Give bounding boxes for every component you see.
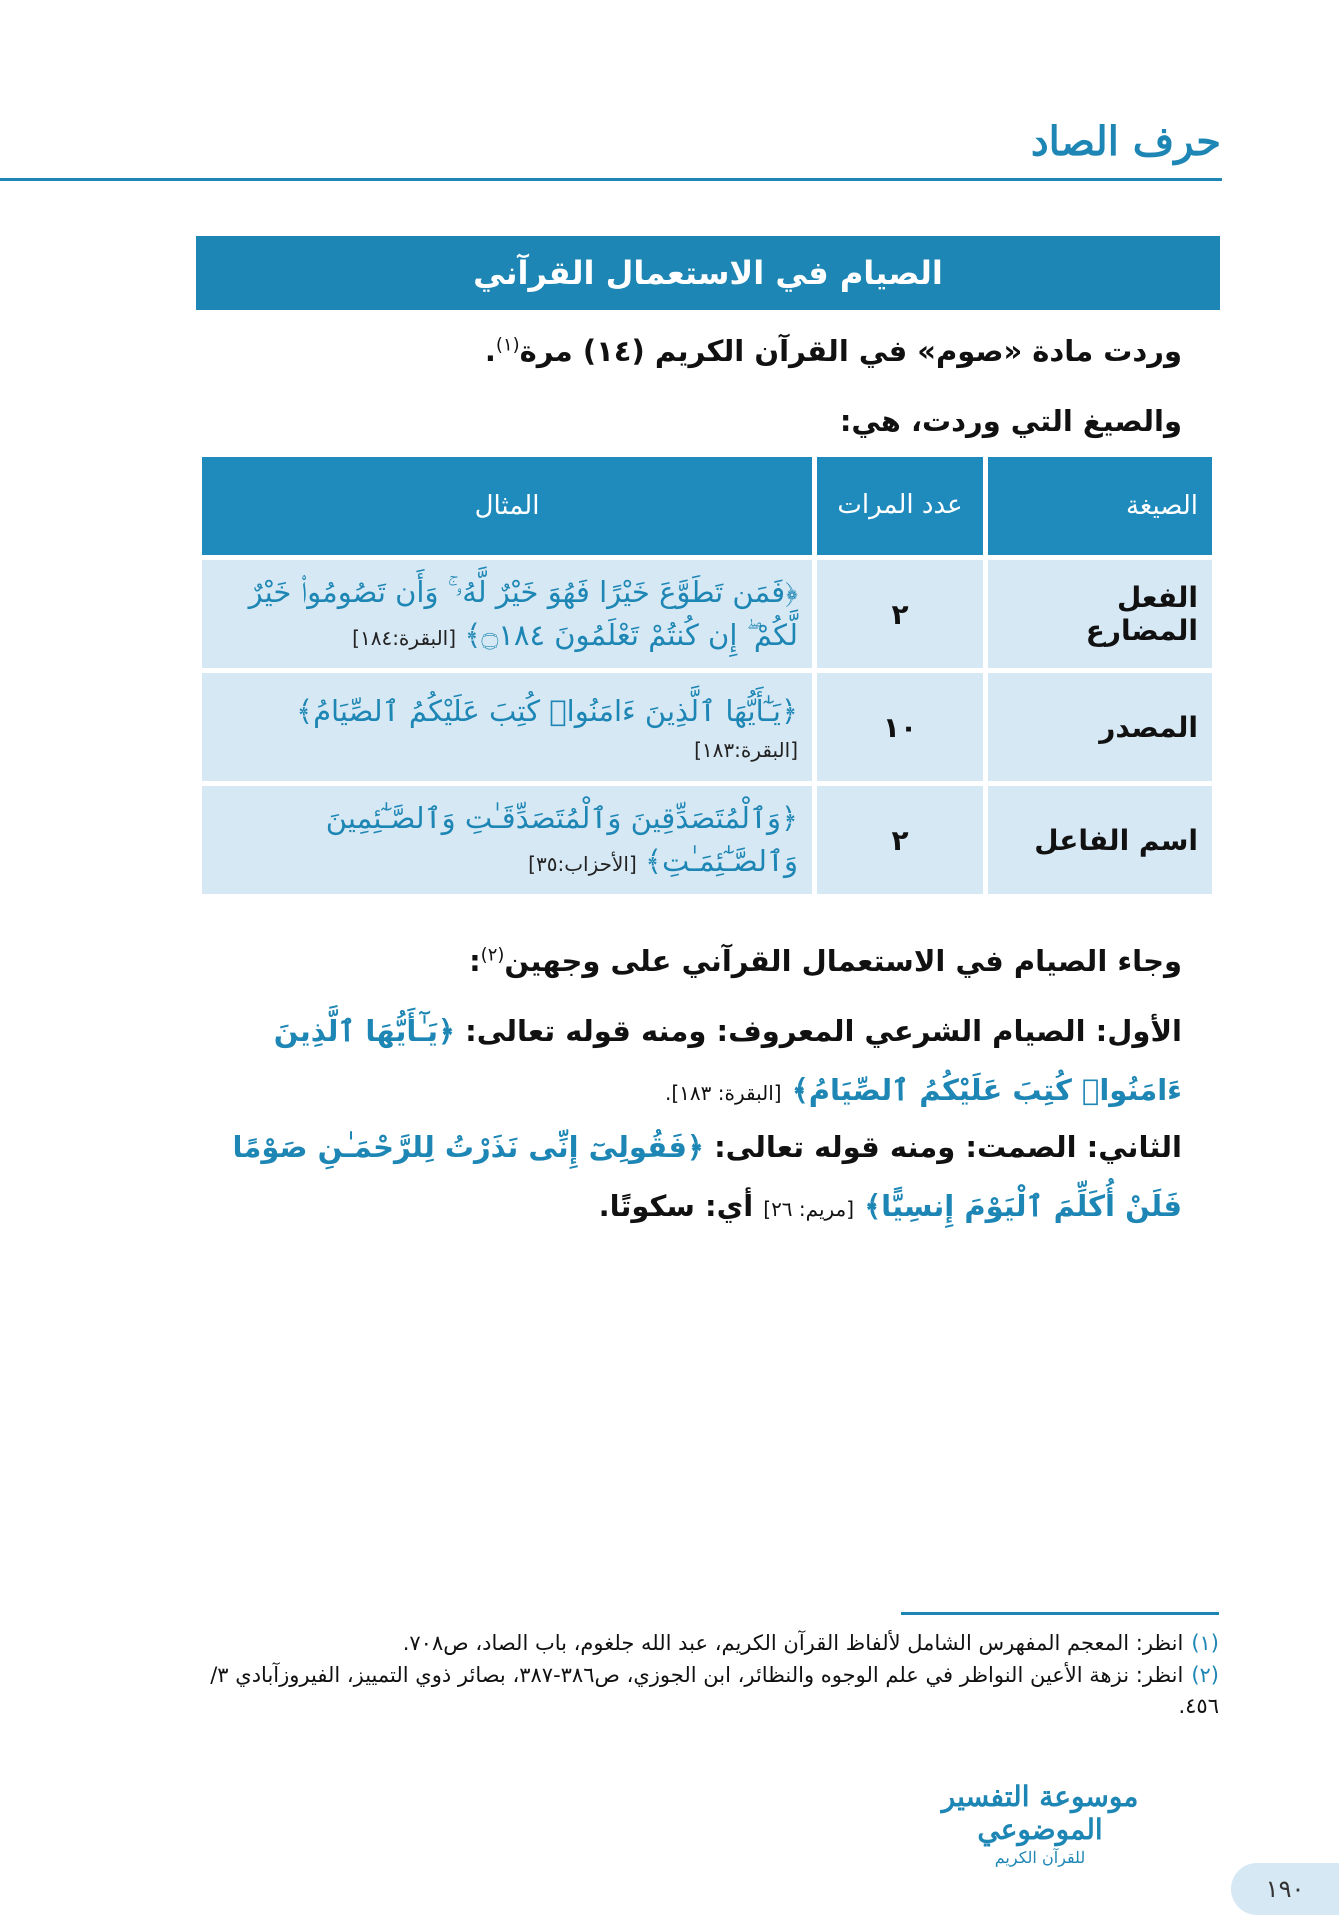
column-header-form: الصيغة <box>988 457 1212 555</box>
logo-title: موسوعة التفسير الموضوعي <box>941 1780 1139 1846</box>
count-cell: ٢ <box>817 786 983 894</box>
page-number: ١٩٠ <box>1231 1863 1339 1915</box>
footnote-ref-1[interactable]: (١) <box>495 334 520 356</box>
footnote-number: (٢) <box>1191 1662 1219 1687</box>
verse-text: ﴿فَمَن تَطَوَّعَ خَيْرًا فَهُوَ خَيْرٌ لَّهُۥ ۚ وَأَن تَصُومُوا۟ خَيْرٌ لَّكُمْ ۖ إِن كُنتُمْ تَعْلَمُونَ ۝١٨٤﴾ <box>248 574 798 652</box>
verse-citation: [الأحزاب:٣٥] <box>528 852 637 876</box>
intro-line-2: والصيغ التي وردت، هي: <box>839 404 1182 438</box>
second-meaning-label: الثاني: الصمت: ومنه قوله تعالى: <box>714 1130 1182 1164</box>
intro-line-1 <box>485 330 1182 374</box>
first-meaning-citation: [البقرة: ١٨٣]. <box>664 1081 782 1106</box>
usage-intro-end: : <box>469 944 481 978</box>
logo-subtitle: للقرآن الكريم <box>994 1848 1086 1867</box>
word-forms-table <box>197 452 1217 899</box>
example-cell <box>202 560 812 668</box>
footnote-divider <box>901 1612 1219 1615</box>
footnote-text: انظر: المعجم المفهرس الشامل لألفاظ القرآن الكريم، عبد الله جلغوم، باب الصاد، ص٧٠٨. <box>402 1631 1184 1655</box>
verse-citation: [البقرة:١٨٤] <box>352 626 457 650</box>
count-cell: ٢ <box>817 560 983 668</box>
verse-text: ﴿وَٱلْمُتَصَدِّقِينَ وَٱلْمُتَصَدِّقَـٰتِ وَٱلصَّـٰٓئِمِينَ وَٱلصَّـٰٓئِمَـٰتِ﴾ <box>325 800 798 878</box>
usage-second-meaning <box>196 1118 1182 1237</box>
example-cell <box>202 786 812 894</box>
column-header-count: عدد المرات <box>817 457 983 555</box>
second-meaning-citation: [مريم: ٢٦] <box>763 1197 855 1222</box>
footnote-item <box>196 1628 1219 1660</box>
first-meaning-label: الأول: الصيام الشرعي المعروف: ومنه قوله تعالى: <box>465 1014 1182 1048</box>
second-meaning-gloss: أي: سكوتًا. <box>598 1189 754 1224</box>
second-meaning-verse: ﴿فَقُولِىٓ إِنِّى نَذَرْتُ لِلرَّحْمَـٰنِ صَوْمًا فَلَنْ أُكَلِّمَ ٱلْيَوْمَ إِنسِيًّا﴾ <box>232 1130 1182 1224</box>
footnote-ref-2[interactable]: (٢) <box>480 944 505 966</box>
intro-end: . <box>484 334 496 368</box>
footnotes <box>196 1628 1219 1723</box>
footnote-item <box>196 1660 1219 1723</box>
verse-citation: [البقرة:١٨٣] <box>694 737 798 762</box>
encyclopedia-logo <box>905 1780 1175 1867</box>
first-meaning-verse: ﴿يَـٰٓأَيُّهَا ٱلَّذِينَ ءَامَنُوا۟ كُتِبَ عَلَيْكُمُ ٱلصِّيَامُ﴾ <box>273 1014 1182 1108</box>
table-row <box>202 786 1212 894</box>
usage-intro <box>469 940 1182 984</box>
usage-intro-text: وجاء الصيام في الاستعمال القرآني على وجهين <box>504 944 1182 978</box>
form-cell: الفعل المضارع <box>988 560 1212 668</box>
verse-text: ﴿يَـٰٓأَيُّهَا ٱلَّذِينَ ءَامَنُوا۟ كُتِبَ عَلَيْكُمُ ٱلصِّيَامُ﴾ <box>296 694 798 729</box>
form-cell: اسم الفاعل <box>988 786 1212 894</box>
example-cell <box>202 673 812 781</box>
table-row <box>202 673 1212 781</box>
form-cell: المصدر <box>988 673 1212 781</box>
chapter-title: حرف الصاد <box>1030 118 1221 165</box>
table-header-row <box>202 457 1212 555</box>
header-divider <box>0 178 1222 181</box>
footnote-text: انظر: نزهة الأعين النواظر في علم الوجوه والنظائر، ابن الجوزي، ص٣٨٦-٣٨٧، بصائر ذوي التمييز، الفيروزآبادي ٣/ ٤٥٦. <box>210 1662 1219 1718</box>
table-row <box>202 560 1212 668</box>
usage-first-meaning <box>196 1002 1182 1121</box>
intro-text: وردت مادة «صوم» في القرآن الكريم (١٤) مرة <box>519 334 1182 368</box>
section-heading: الصيام في الاستعمال القرآني <box>196 236 1220 310</box>
count-cell: ١٠ <box>817 673 983 781</box>
footnote-number: (١) <box>1191 1631 1219 1655</box>
column-header-example: المثال <box>202 457 812 555</box>
